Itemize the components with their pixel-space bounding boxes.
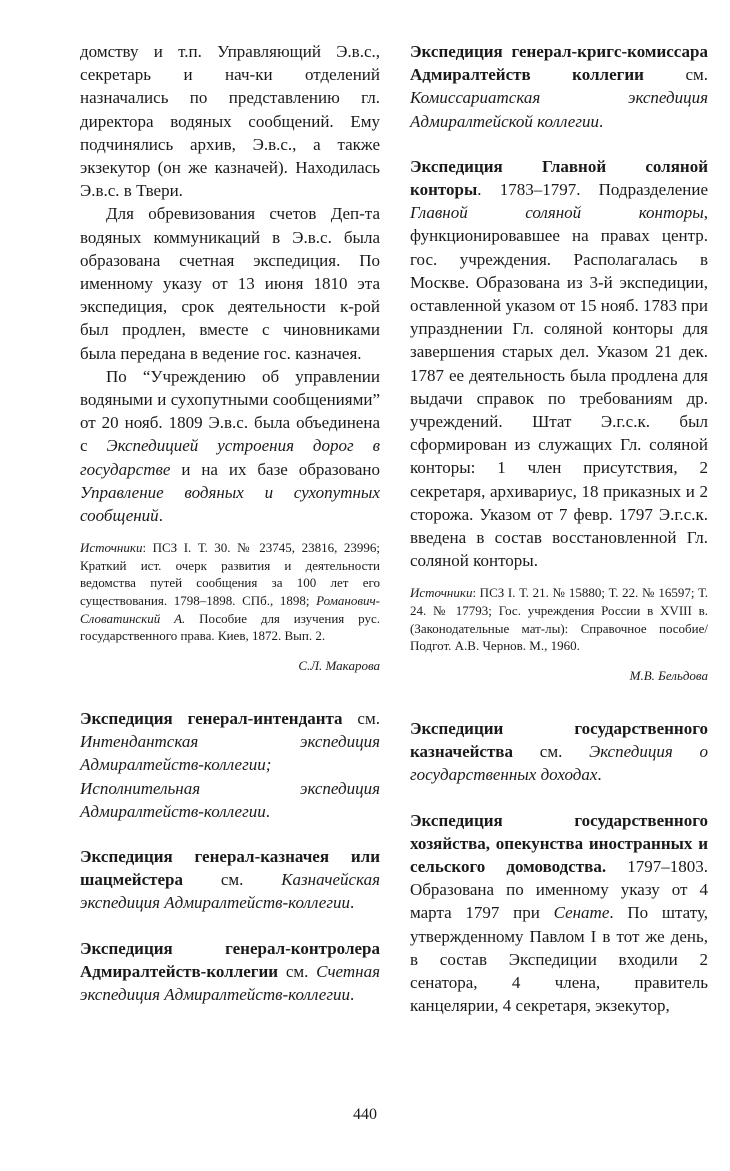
dictionary-entry: Экспедиция генерал-контролера Адмиралтейств-коллегии см. Счетная экспедиция Адмиралтейств-коллегии. xyxy=(80,938,380,1005)
sources-note: Источники: ПСЗ I. Т. 21. № 15880; Т. 22. № 16597; Т. 24. № 17793; Гос. учреждения России в XVIII в. (Законодательные мат-лы): Справочное пособие/ Подгот. А.В. Чернов. М., 1960. xyxy=(410,585,708,654)
paragraph: По “Учреждению об управлении водяными и сухопутными сообщениями” от 20 нояб. 1809 Э.в.с. была объединена с Экспедицией устроения дорог в государстве и на их базе образовано Управление водяных и сухопутных сообщений. xyxy=(80,366,381,526)
paragraph: Для обревизования счетов Деп-та водяных коммуникаций в Э.в.с. была образована счетная экспедиция. По именному указу от 13 июня 1810 эта экспедиция, срок деятельности к-рой был продлен, вместе с чиновниками была передана в ведение гос. казначея. xyxy=(80,204,380,363)
entry-headword: Экспедиции государственного казначейства xyxy=(410,719,708,762)
cross-reference: Комиссариатская экспедиция Адмиралтейской коллегии xyxy=(410,88,708,131)
cross-reference: Управление водяных и сухопутных сообщений xyxy=(80,482,380,526)
dictionary-entry: Экспедиция Главной соляной конторы. 1783–1797. Подразделение Главной соляной конторы, функционировавшее на правах центр. гос. учреждения. Располагалась в Москве. Образована из 3-й экспедиции, оставленной указом от 15 нояб. 1783 при упразднении Гл. соляной конторы для завершения старых дел. Указом 21 дек. 1787 ее деятельность была продлена для выдачи справок по требованиям др. учреждений. Штат Э.г.с.к. был сформирован из служащих Гл. соляной конторы: 1 член присутствия, 2 секретаря, архивариус, 18 приказных и 2 сторожа. Указом от 7 февр. 1797 Э.г.с.к. введена в состав восстановленной Гл. соляной конторы. xyxy=(410,156,708,571)
entry-headword: Экспедиция государственного хозяйства, опекунства иностранных и сельского домоводства. xyxy=(410,810,708,877)
cross-reference: Казначейская экспедиция Адмиралтейств-коллегии xyxy=(80,870,380,913)
dictionary-entry: Экспедиция генерал-кригс-комиссара Адмиралтейств коллегии см. Комиссариатская экспедиция Адмиралтейской коллегии. xyxy=(410,42,708,131)
left-column xyxy=(80,40,380,1028)
cross-reference: Интендантская экспедиция Адмиралтейств-коллегии; Исполнительная экспедиция Адмиралтейств-коллегии xyxy=(80,732,380,821)
entry-headword: Экспедиция генерал-контролера Адмиралтейств-коллегии xyxy=(80,938,380,981)
cross-reference: Экспедицией устроения дорог в государстве xyxy=(80,436,381,479)
dictionary-entry: Экспедиция генерал-интенданта см. Интендантская экспедиция Адмиралтейств-коллегии; Исполнительная экспедиция Адмиралтейств-коллегии. xyxy=(80,709,380,821)
cross-reference: Главной соляной конторы xyxy=(410,203,704,223)
right-column xyxy=(410,40,708,1017)
entry-headword: Экспедиция Главной соляной конторы xyxy=(410,156,708,200)
dictionary-entry: Экспедиция государственного хозяйства, опекунства иностранных и сельского домоводства. 1797–1803. Образована по именному указу от 4 марта 1797 при Сенате. По штату, утвержденному Павлом I в тот же день, в состав Экспедиции входили 2 сенатора, 4 члена, правитель канцелярии, 4 секретаря, экзекутор, xyxy=(410,810,709,1016)
cross-reference: Экспедиция о государственных доходах xyxy=(410,742,708,785)
author-signature: М.В. Бельдова xyxy=(629,667,708,683)
paragraph: домству и т.п. Управляющий Э.в.с., секретарь и нач-ки отделений назначались по представлению гл. директора водяных сообщений. Ему подчинялись архив, Э.в.с., а также экзекутор (он же казначей). Находилась Э.в.с. в Твери. xyxy=(80,42,380,201)
cross-reference: Счетная экспедиция Адмиралтейств-коллегии xyxy=(80,961,380,1005)
entry-headword: Экспедиция генерал-интенданта xyxy=(80,709,343,729)
cross-reference: Сенате xyxy=(553,903,610,923)
page-number: 440 xyxy=(353,1106,377,1123)
dictionary-entry: Экспедиция генерал-казначея или шацмейстера см. Казначейская экспедиция Адмиралтейств-коллегии. xyxy=(80,847,380,913)
dictionary-entry: Экспедиции государственного казначейства см. Экспедиция о государственных доходах. xyxy=(410,719,708,785)
sources-note: Источники: ПСЗ I. Т. 30. № 23745, 23816, 23996; Краткий ист. очерк развития и деятельности ведомства путей сообщения за 100 лет его существования. 1798–1898. СПб., 1898; Романович-Словатинский А. Пособие для изучения рус. государственного права. Киев, 1872. Вып. 2. xyxy=(80,540,380,644)
entry-headword: Экспедиция генерал-казначея или шацмейстера xyxy=(80,847,380,890)
entry-headword: Экспедиция генерал-кригс-комиссара Адмиралтейств коллегии xyxy=(410,42,708,85)
author-signature: С.Л. Макарова xyxy=(298,657,380,673)
